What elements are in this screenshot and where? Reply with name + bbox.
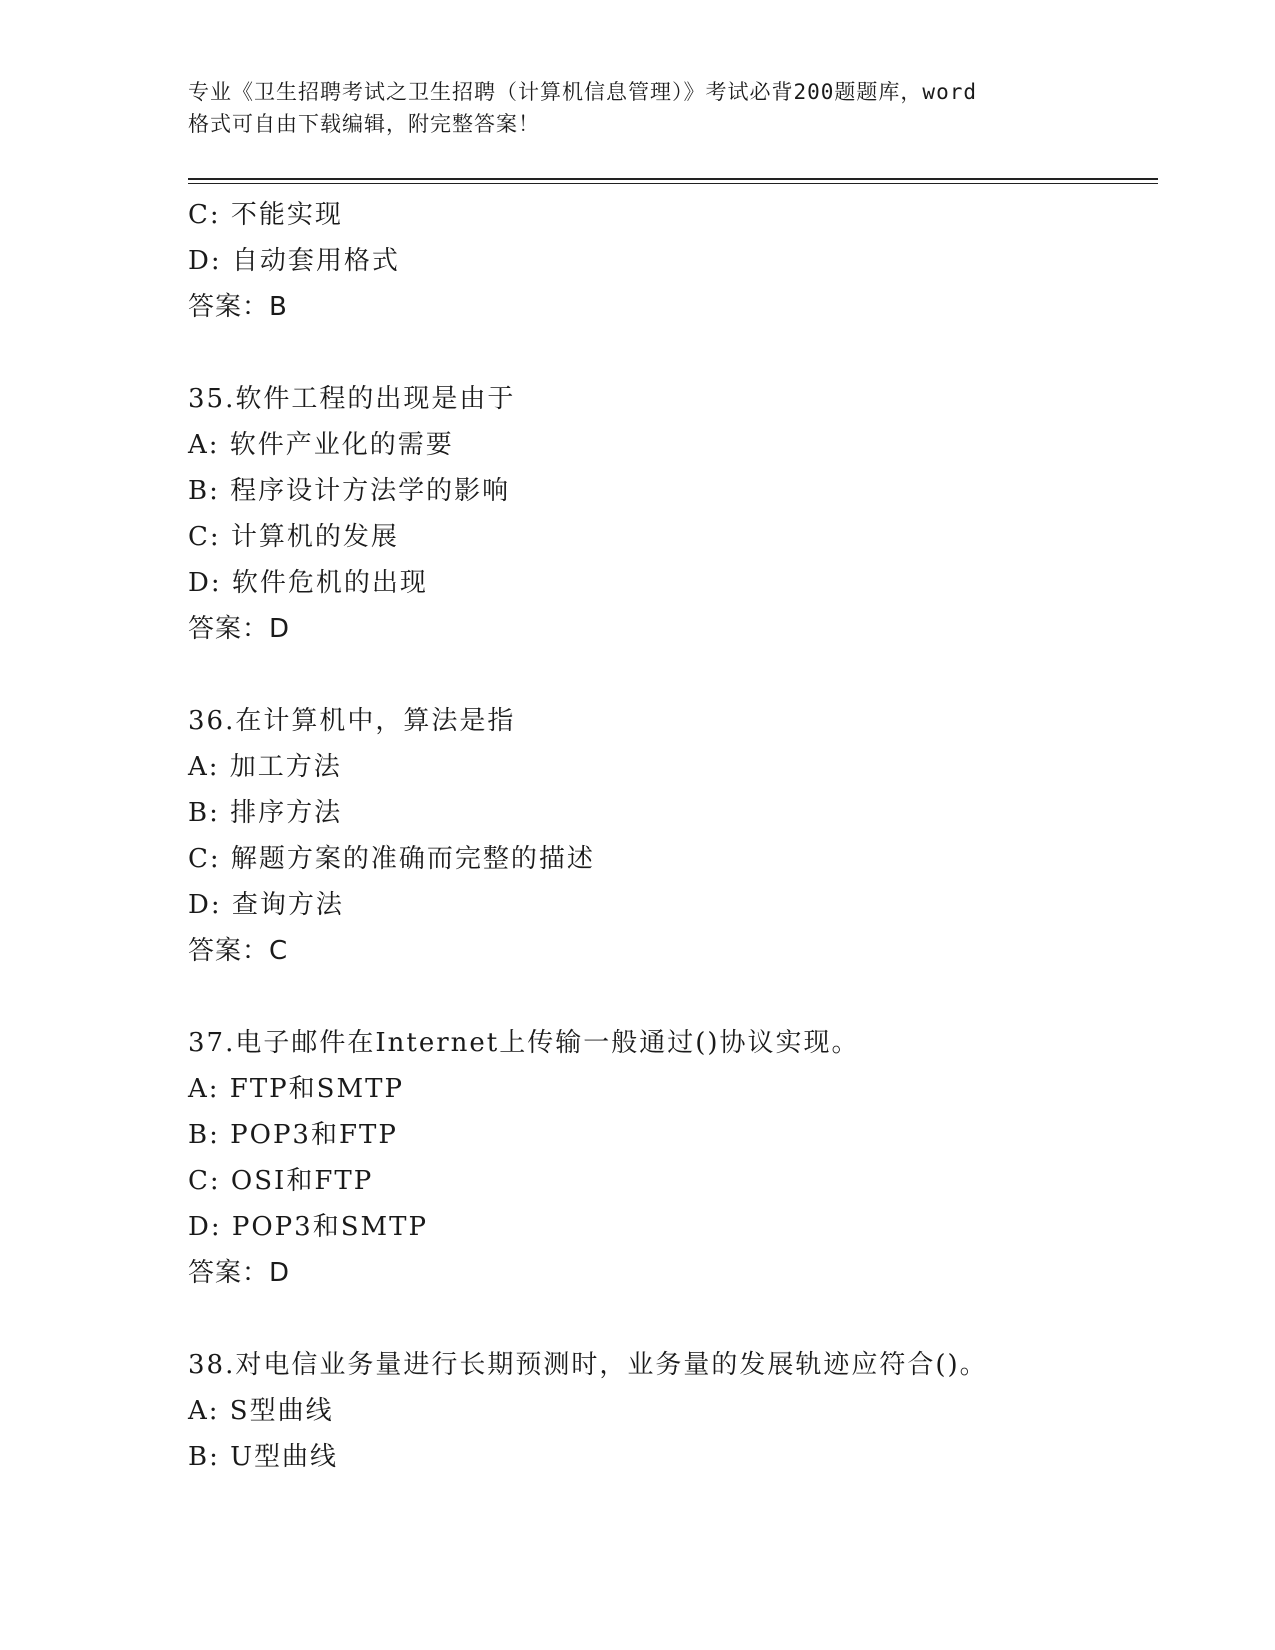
option-c: C: 解题方案的准确而完整的描述 [188, 844, 595, 874]
option-b: B: U型曲线 [188, 1442, 339, 1472]
option-d: D: POP3和SMTP [188, 1212, 428, 1242]
header-divider-thin [188, 183, 1158, 184]
spacer [188, 974, 1188, 1020]
option-c: C: 计算机的发展 [188, 522, 399, 552]
option-b: B: 排序方法 [188, 798, 343, 828]
answer-line: 答案：D [188, 1258, 291, 1288]
header-divider-thick [188, 178, 1158, 180]
question-34-continued [188, 192, 1188, 330]
option-a: A: 加工方法 [188, 752, 342, 782]
question-35 [188, 376, 1188, 652]
question-stem: 36.在计算机中，算法是指 [188, 706, 516, 736]
answer-line: 答案：B [188, 292, 288, 322]
spacer [188, 652, 1188, 698]
option-c: C: 不能实现 [188, 200, 343, 230]
option-b: B: 程序设计方法学的影响 [188, 476, 511, 506]
answer-line: 答案：C [188, 936, 289, 966]
question-stem: 35.软件工程的出现是由于 [188, 384, 516, 414]
question-36 [188, 698, 1188, 974]
spacer [188, 1296, 1188, 1342]
option-a: A: 软件产业化的需要 [188, 430, 454, 460]
question-stem: 38.对电信业务量进行长期预测时，业务量的发展轨迹应符合()。 [188, 1350, 988, 1380]
option-d: D: 自动套用格式 [188, 246, 400, 276]
header-line-2: 格式可自由下载编辑，附完整答案！ [188, 112, 540, 136]
question-list [188, 192, 1188, 1480]
option-b: B: POP3和FTP [188, 1120, 398, 1150]
option-c: C: OSI和FTP [188, 1166, 374, 1196]
option-a: A: FTP和SMTP [188, 1074, 404, 1104]
document-header [188, 76, 1088, 140]
header-line-1: 专业《卫生招聘考试之卫生招聘（计算机信息管理）》考试必背200题题库，word [188, 80, 977, 104]
option-a: A: S型曲线 [188, 1396, 334, 1426]
option-d: D: 软件危机的出现 [188, 568, 428, 598]
question-37 [188, 1020, 1188, 1296]
spacer [188, 330, 1188, 376]
option-d: D: 查询方法 [188, 890, 344, 920]
answer-line: 答案：D [188, 614, 291, 644]
question-38 [188, 1342, 1188, 1480]
question-stem: 37.电子邮件在Internet上传输一般通过()协议实现。 [188, 1028, 860, 1058]
